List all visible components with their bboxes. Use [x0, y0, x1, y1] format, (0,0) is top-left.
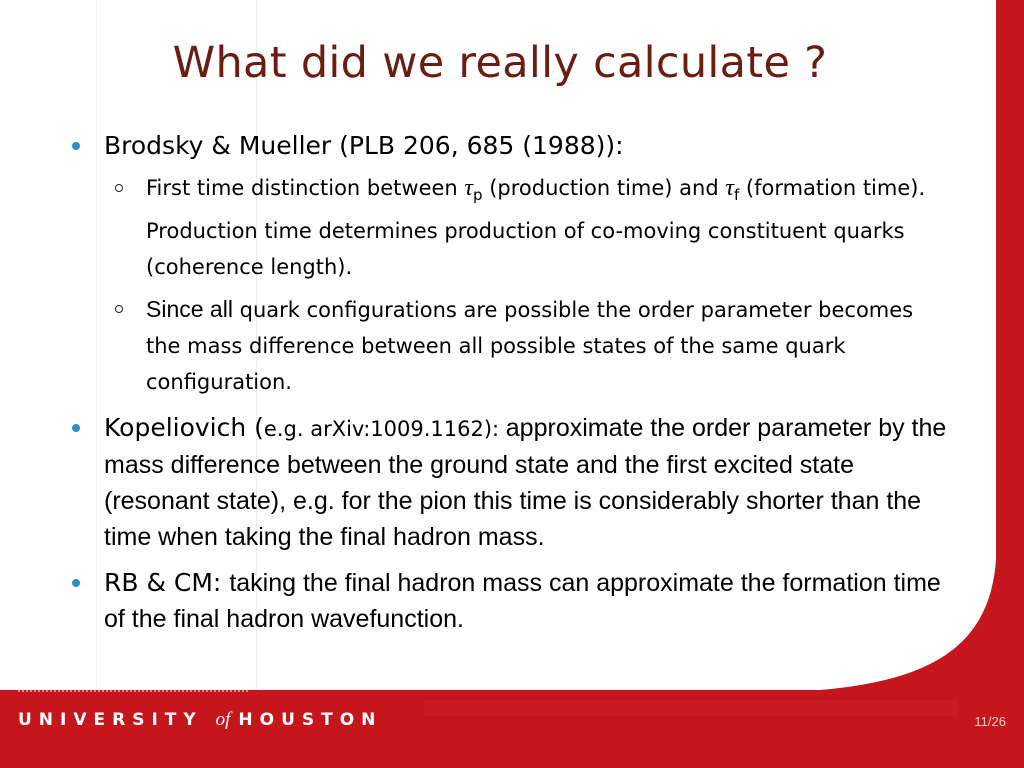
sub-bullet-text: (formation time). Production time determines production of co-moving constituent quarks (coherence length).	[146, 176, 926, 280]
footer-bar	[0, 690, 1024, 768]
sub-bullet-ring-icon	[115, 184, 123, 192]
university-logo-text	[18, 709, 382, 731]
subscript-f: f	[733, 186, 740, 205]
sub-bullet-ring-icon	[115, 305, 123, 313]
reference-text: e.g. arXiv:1009.1162):	[263, 417, 506, 442]
logo-houston: HOUSTON	[238, 710, 383, 730]
bullet-item	[70, 565, 950, 637]
logo-university: UNIVERSITY	[18, 710, 203, 730]
sub-bullet-text: (production time) and	[482, 176, 726, 200]
tau-symbol: τ	[464, 175, 473, 201]
footer-dotted-line	[18, 690, 248, 698]
sub-bullet-item	[70, 170, 950, 285]
sub-bullet-item	[70, 291, 950, 400]
bullet-dot-icon	[72, 424, 80, 432]
bullet-dot-icon	[72, 142, 80, 150]
bullet-text: taking the final hadron mass can approximate the formation time of the final hadron wavefunction.	[104, 569, 941, 634]
bullet-text: approximate the order parameter by the mass difference between the ground state and the first excited state (resonant state), e.g. for the pion this time is considerably shorter than the time when taking the final hadron mass.	[104, 414, 947, 552]
sub-bullet-text: First time distinction between	[146, 176, 465, 200]
logo-of: of	[215, 709, 231, 730]
footer-strip	[424, 700, 958, 716]
sub-bullet-text: quark configurations are possible the order parameter becomes the mass difference between all possible states of the same quark configuration.	[146, 298, 914, 395]
slide-title: What did we really calculate ?	[172, 38, 828, 88]
sub-bullet-text: Since all	[146, 296, 233, 323]
page-number: 11/26	[974, 714, 1006, 729]
tau-symbol: τ	[725, 175, 734, 201]
bullet-text: Brodsky & Mueller (PLB 206, 685 (1988)):	[104, 131, 624, 160]
bullet-item	[70, 128, 950, 164]
slide-content	[70, 128, 950, 637]
bullet-item	[70, 410, 950, 555]
subscript-p: p	[473, 186, 483, 205]
bullet-dot-icon	[72, 579, 80, 587]
bullet-text: Kopeliovich (	[104, 413, 264, 443]
bullet-text: RB & CM:	[104, 568, 230, 598]
